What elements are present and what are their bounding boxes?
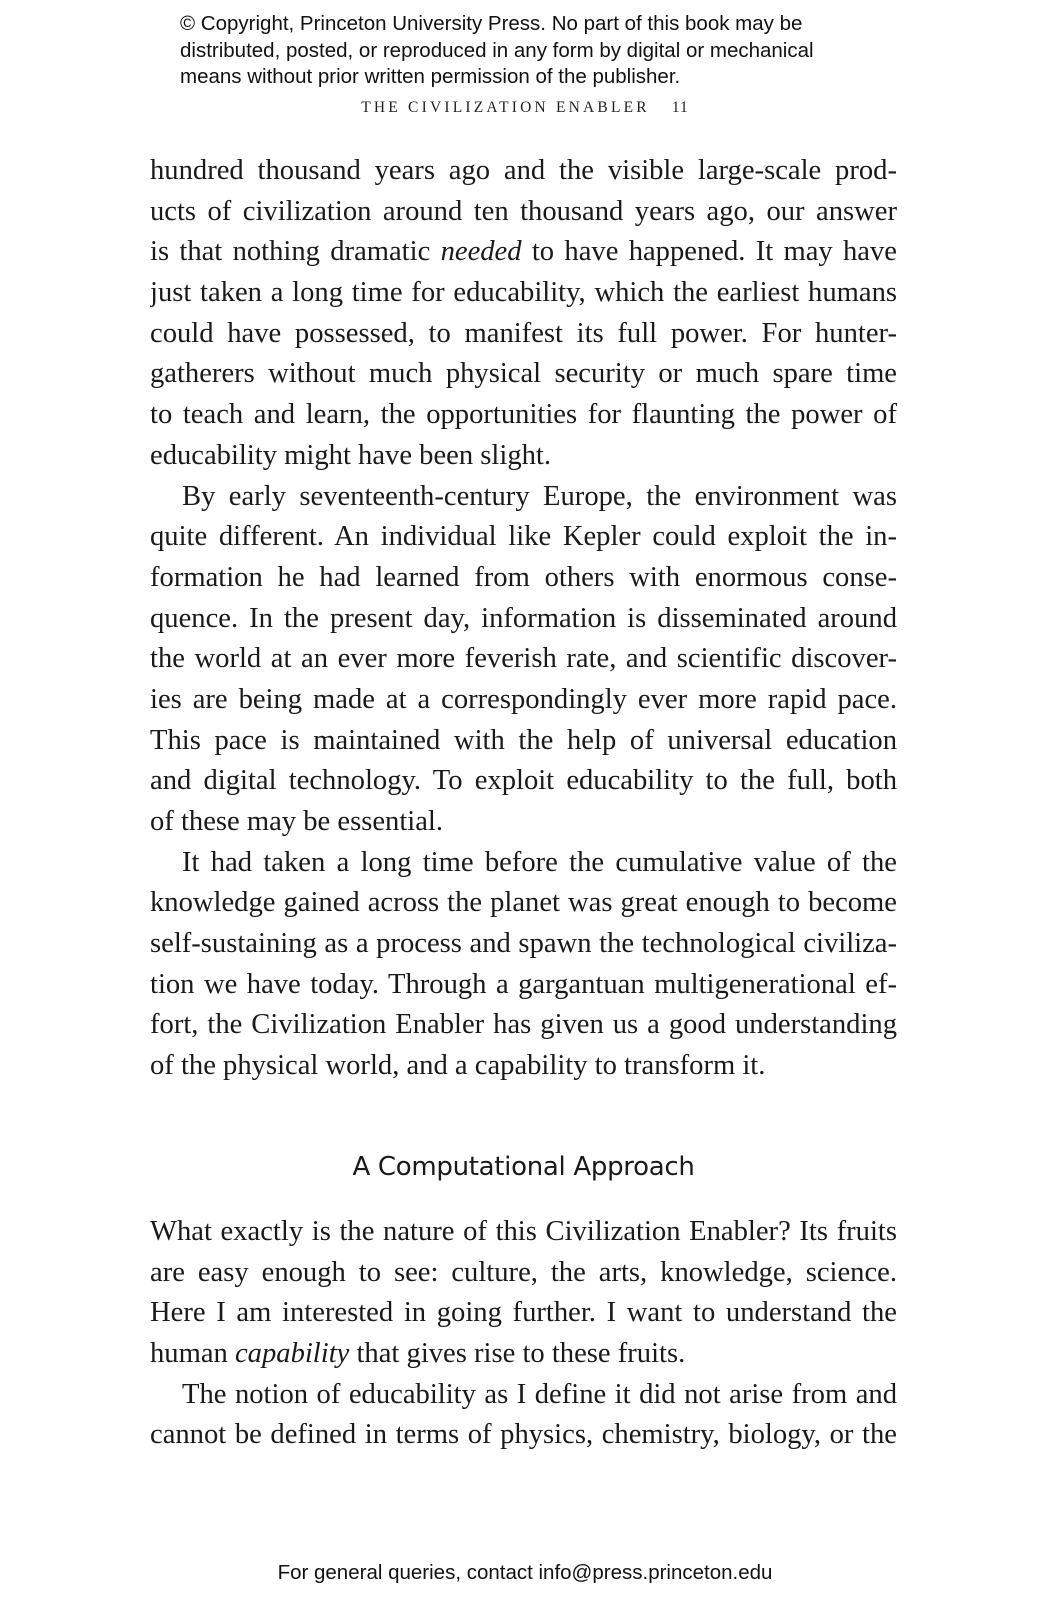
text-line: Here I am interested in going further. I want to understand the bbox=[150, 1297, 897, 1329]
body-text-lower bbox=[150, 1212, 897, 1456]
text-line: cannot be defined in terms of physics, chemistry, biology, or the bbox=[150, 1419, 897, 1451]
text-line: is that nothing dramatic needed to have happened. It may have bbox=[150, 236, 897, 268]
text-line: The notion of educability as I define it did not arise from and bbox=[182, 1378, 897, 1410]
text-line: hundred thousand years ago and the visible large-scale prod- bbox=[150, 155, 897, 186]
paragraph-2 bbox=[150, 477, 897, 843]
text-line: the world at an ever more feverish rate, and scientific discover- bbox=[150, 643, 897, 675]
copyright-line: © Copyright, Princeton University Press. No part of this book may be bbox=[180, 12, 803, 35]
text-line: quence. In the present day, information is disseminated around bbox=[150, 602, 897, 634]
running-head bbox=[300, 99, 750, 117]
text-line: knowledge gained across the planet was great enough to become bbox=[150, 887, 897, 919]
text-line: of these may be essential. bbox=[150, 806, 443, 837]
text-line: fort, the Civilization Enabler has given us a good understanding bbox=[150, 1009, 897, 1041]
text-line: and digital technology. To exploit educability to the full, both bbox=[150, 765, 897, 797]
text-line: What exactly is the nature of this Civilization Enabler? Its fruits bbox=[150, 1216, 897, 1247]
text-line: just taken a long time for educability, which the earliest humans bbox=[150, 277, 897, 309]
text-line: It had taken a long time before the cumulative value of the bbox=[182, 846, 897, 878]
running-head-title: THE CIVILIZATION ENABLER bbox=[361, 99, 650, 116]
emphasis: needed bbox=[440, 236, 522, 268]
text-line: This pace is maintained with the help of universal education bbox=[150, 724, 897, 756]
text-line: to teach and learn, the opportunities for flaunting the power of bbox=[150, 399, 897, 431]
text-line: educability might have been slight. bbox=[150, 439, 552, 471]
page-number: 11 bbox=[671, 99, 689, 116]
text-line: of the physical world, and a capability to transform it. bbox=[150, 1050, 766, 1082]
text-line: human capability that gives rise to these fruits. bbox=[150, 1338, 686, 1370]
text-line: gatherers without much physical security or much spare time bbox=[150, 358, 897, 390]
body-text-upper bbox=[150, 151, 897, 1087]
copyright-line: distributed, posted, or reproduced in any form by digital or mechanical bbox=[180, 38, 814, 62]
paragraph-5 bbox=[150, 1375, 897, 1456]
text-line: ucts of civilization around ten thousand years ago, our answer bbox=[150, 195, 897, 227]
text-line: could have possessed, to manifest its full power. For hunter- bbox=[150, 317, 897, 349]
paragraph-1 bbox=[150, 151, 897, 477]
text-line: self-sustaining as a process and spawn the technological civiliza- bbox=[150, 928, 897, 960]
copyright-line: means without prior written permission of the publisher. bbox=[180, 65, 681, 88]
text-line: By early seventeenth-century Europe, the environment was bbox=[182, 480, 897, 512]
section-heading: A Computational Approach bbox=[352, 1152, 695, 1182]
text-line: ies are being made at a correspondingly ever more rapid pace. bbox=[150, 683, 897, 715]
text-line: quite different. An individual like Kepler could exploit the in- bbox=[150, 521, 897, 553]
text-line: formation he had learned from others with enormous conse- bbox=[150, 561, 897, 593]
footer-contact: For general queries, contact info@press.princeton.edu bbox=[277, 1561, 773, 1584]
paragraph-3 bbox=[150, 843, 897, 1087]
text-line: are easy enough to see: culture, the arts, knowledge, science. bbox=[150, 1256, 897, 1288]
paragraph-4 bbox=[150, 1212, 897, 1375]
copyright-notice bbox=[180, 11, 920, 91]
text-line: tion we have today. Through a gargantuan multigenerational ef- bbox=[150, 968, 897, 1000]
emphasis: capability bbox=[234, 1338, 350, 1370]
